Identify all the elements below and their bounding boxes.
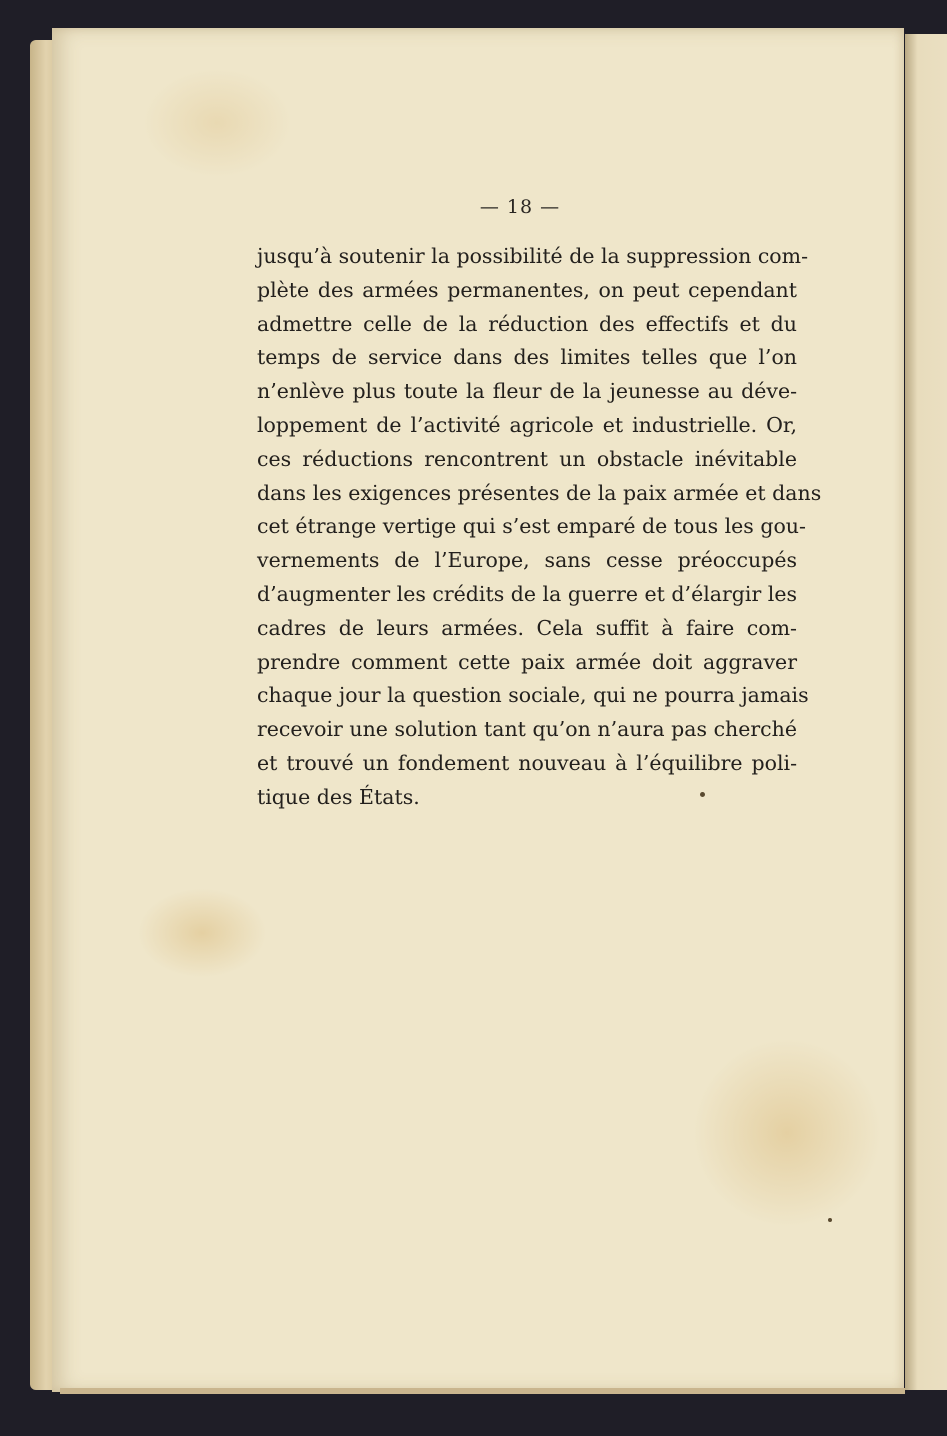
ink-speck bbox=[700, 792, 705, 797]
body-text bbox=[257, 240, 822, 815]
text-line: recevoir une solution tant qu’on n’aura pas cherché bbox=[257, 717, 797, 742]
text-line: dans les exigences présentes de la paix armée et dans bbox=[257, 480, 822, 505]
page-bottom-edge bbox=[60, 1388, 905, 1394]
text-line: n’enlève plus toute la fleur de la jeunesse au déve- bbox=[257, 379, 797, 404]
foxing-stain bbox=[142, 68, 292, 178]
foxing-stain bbox=[137, 888, 267, 978]
text-line: cet étrange vertige qui s’est emparé de tous les gou- bbox=[257, 514, 806, 539]
text-line: admettre celle de la réduction des effectifs et du bbox=[257, 311, 797, 336]
text-line: chaque jour la question sociale, qui ne pourra jamais bbox=[257, 683, 809, 708]
text-line: d’augmenter les crédits de la guerre et d’élargir les bbox=[257, 581, 797, 606]
foxing-stain bbox=[692, 1038, 882, 1228]
text-line: vernements de l’Europe, sans cesse préoccupés bbox=[257, 548, 797, 573]
page-number: — 18 — bbox=[479, 196, 561, 218]
text-line: temps de service dans des limites telles que l’on bbox=[257, 345, 797, 370]
text-line: jusqu’à soutenir la possibilité de la suppression com- bbox=[257, 244, 809, 268]
text-line: prendre comment cette paix armée doit aggraver bbox=[257, 649, 797, 674]
text-line: cadres de leurs armées. Cela suffit à faire com- bbox=[257, 615, 797, 640]
text-line: tique des États. bbox=[257, 784, 420, 809]
text-line: et trouvé un fondement nouveau à l’équilibre poli- bbox=[257, 750, 797, 775]
text-line: plète des armées permanentes, on peut cependant bbox=[257, 277, 797, 302]
ink-speck bbox=[828, 1218, 832, 1222]
text-line: loppement de l’activité agricole et industrielle. Or, bbox=[257, 412, 797, 437]
next-page-edge bbox=[905, 34, 947, 1390]
text-line: ces réductions rencontrent un obstacle inévitable bbox=[257, 446, 797, 471]
